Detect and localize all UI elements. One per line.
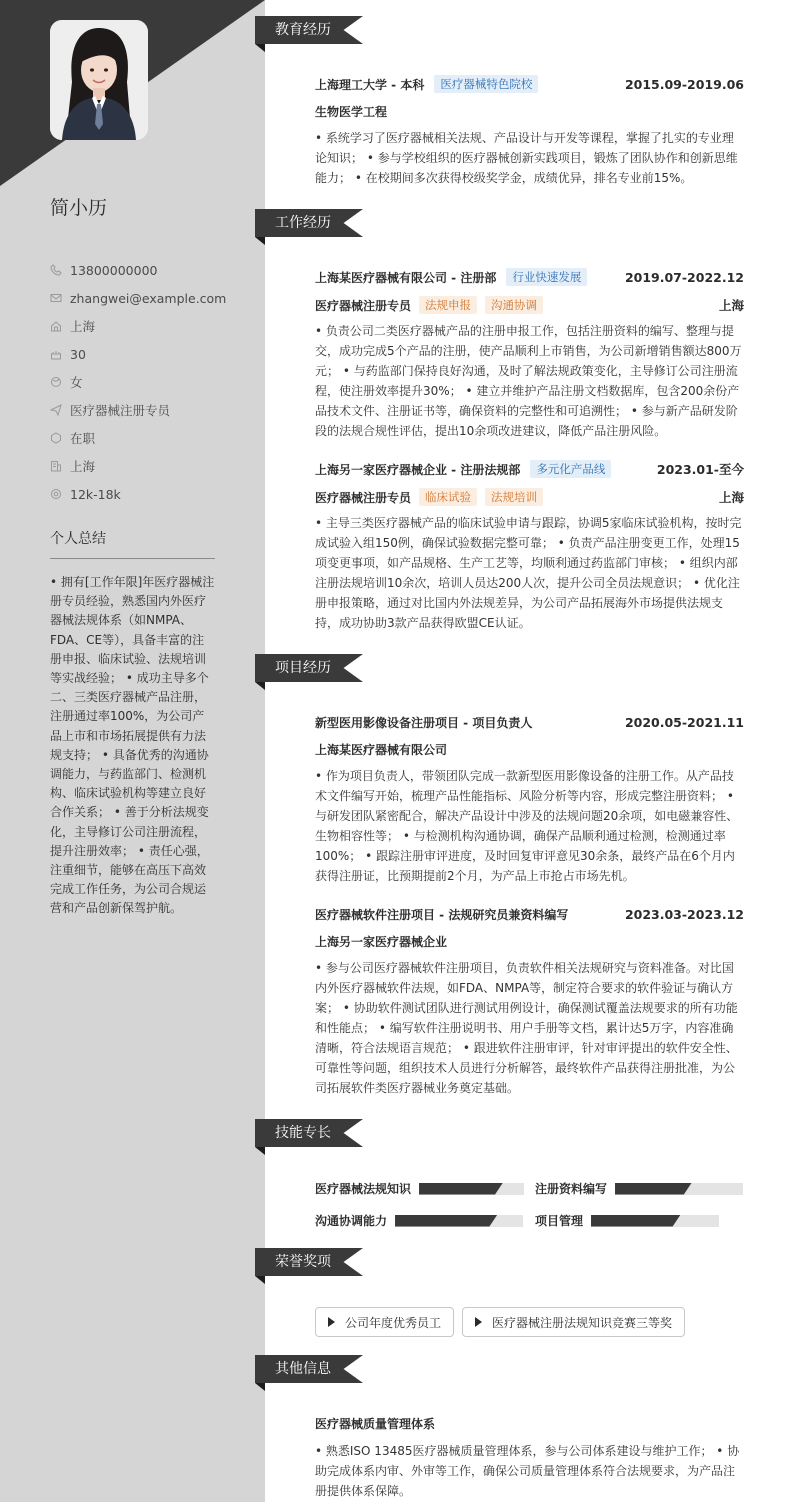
school-name: 上海理工大学 - 本科 (315, 77, 425, 92)
main-content (255, 0, 794, 1502)
skill-bar (591, 1215, 719, 1227)
avatar (50, 20, 148, 140)
skill-bar (615, 1183, 743, 1195)
work-period: 2023.01-至今 (656, 462, 744, 477)
project-org: 上海另一家医疗器械企业 (315, 935, 448, 949)
other-entry (315, 1413, 744, 1501)
gender-icon (50, 376, 62, 388)
project-desc: • 参与公司医疗器械软件注册项目，负责软件相关法规研究与资料准备。对比国内外医疗器械软件法规，如FDA、NMPA等，制定符合要求的软件验证与确认方案； • 协助软件测试团队进行测试用例设计，确保测试覆盖法规要求的所有功能和性能点； • 编写软件注册说明书、用户手册等文档，累计达5万字，内容准确清晰，符合法规语言规范； • 跟进软件注册审评，针对审评提出的软件安全性、可靠性等问题，组织技术人员进行分析解答，最终软件产品获得注册批准，为公司拓展软件类医疗器械业务奠定基础。 (315, 961, 738, 1095)
phone-icon (50, 264, 62, 276)
education-entry (315, 74, 744, 188)
candidate-name: 简小历 (50, 197, 108, 219)
job-title: 医疗器械注册专员 (315, 298, 412, 313)
work-entry (315, 459, 744, 633)
skill-item (315, 1180, 524, 1197)
education-desc: • 系统学习了医疗器械相关法规、产品设计与开发等课程，掌握了扎实的专业理论知识； • 参与学校组织的医疗器械创新实践项目，锻炼了团队协作和创新思维能力； • 在校期间多次获得校级奖学金，成绩优异，排名专业前15%。 (315, 131, 738, 185)
project-org: 上海某医疗器械有限公司 (315, 743, 448, 757)
info-position: 医疗器械注册专员 (50, 396, 230, 424)
work-entry (315, 267, 744, 441)
major: 生物医学工程 (315, 105, 388, 119)
skill-name: 医疗器械法规知识 (315, 1182, 412, 1196)
project-period: 2020.05-2021.11 (624, 714, 744, 730)
mail-icon (50, 292, 62, 304)
job-tag: 临床试验 (419, 488, 477, 506)
project-desc: • 作为项目负责人，带领团队完成一款新型医用影像设备的注册工作。从产品技术文件编写开始，梳理产品性能指标、风险分析等内容，形成完整注册资料； • 与研发团队紧密配合，解决产品设计中涉及的法规问题20余项，如电磁兼容性、生物相容性等； • 与检测机构沟通协调，确保产品顺利通过检测，检测通过率100%； • 跟踪注册审评进度，及时回复审评意见30余条，最终产品在6个月内获得注册证，比预期提前2个月，为产品上市抢占市场先机。 (315, 769, 739, 883)
info-salary: 12k-18k (50, 480, 230, 508)
other-desc: • 熟悉ISO 13485医疗器械质量管理体系，参与公司体系建设与维护工作； • 协助完成体系内审、外审等工作，确保公司质量管理体系符合法规要求，为产品注册提供体系保障。 (315, 1444, 740, 1498)
project-period: 2023.03-2023.12 (624, 906, 744, 922)
section-header-education: 教育经历 (255, 16, 365, 44)
skill-bar (419, 1183, 524, 1195)
skill-name: 注册资料编写 (535, 1182, 608, 1196)
company-name: 上海另一家医疗器械企业 - 注册法规部 (315, 462, 521, 477)
job-tag: 沟通协调 (485, 296, 543, 314)
work-city: 上海 (718, 298, 744, 313)
other-title: 医疗器械质量管理体系 (315, 1416, 436, 1431)
section-header-other: 其他信息 (255, 1355, 365, 1383)
section-header-work: 工作经历 (255, 209, 365, 237)
send-icon (50, 404, 62, 416)
info-location: 上海 (50, 312, 230, 340)
project-entry (315, 712, 744, 886)
skill-item (535, 1180, 743, 1197)
play-icon (328, 1317, 335, 1327)
info-age: 30 (50, 340, 230, 368)
honors-list (315, 1307, 685, 1337)
info-gender: 女 (50, 368, 230, 396)
salary-icon (50, 488, 62, 500)
skill-bar (395, 1215, 523, 1227)
school-badge: 医疗器械特色院校 (434, 75, 538, 93)
project-title: 医疗器械软件注册项目 - 法规研究员兼资料编写 (315, 907, 569, 922)
company-name: 上海某医疗器械有限公司 - 注册部 (315, 270, 497, 285)
info-email: zhangwei@example.com (50, 284, 230, 312)
section-header-honors: 荣誉奖项 (255, 1248, 365, 1276)
company-badge: 行业快速发展 (506, 268, 587, 286)
job-tag: 法规申报 (419, 296, 477, 314)
skill-name: 项目管理 (535, 1214, 584, 1228)
skill-name: 沟通协调能力 (315, 1214, 388, 1228)
company-badge: 多元化产品线 (530, 460, 611, 478)
education-period: 2015.09-2019.06 (624, 76, 744, 92)
building-icon (50, 460, 62, 472)
age-icon (50, 348, 62, 360)
contact-info-list (50, 256, 230, 508)
summary-title: 个人总结 (50, 528, 215, 559)
honor-item: 医疗器械注册法规知识竞赛三等奖 (462, 1307, 685, 1337)
project-title: 新型医用影像设备注册项目 - 项目负责人 (315, 715, 533, 730)
skill-item (315, 1212, 523, 1229)
sidebar (0, 0, 265, 1502)
honor-item: 公司年度优秀员工 (315, 1307, 454, 1337)
play-icon (475, 1317, 482, 1327)
home-icon (50, 320, 62, 332)
job-title: 医疗器械注册专员 (315, 490, 412, 505)
section-header-projects: 项目经历 (255, 654, 365, 682)
info-status: 在职 (50, 424, 230, 452)
summary-text: • 拥有[工作年限]年医疗器械注册专员经验，熟悉国内外医疗器械法规体系（如NMPA、FDA、CE等），具备丰富的注册申报、临床试验、法规培训等实战经验； • 成功主导多个二、三类医疗器械产品注册，注册通过率100%，为公司产品上市和市场拓展提供有力法规支持； • 具备优秀的沟通协调能力，与药监部门、检测机构、临床试验机构等建立良好合作关系； • 善于分析法规变化，主导修订公司注册流程，提升注册效率； • 责任心强，注重细节，能够在高压下高效完成工作任务，为公司合规运营和产品创新保驾护航。 (50, 575, 215, 916)
work-desc: • 主导三类医疗器械产品的临床试验申请与跟踪，协调5家临床试验机构，按时完成试验入组150例，确保试验数据完整可靠； • 负责产品注册变更工作，处理15项变更事项，如产品规格、生产工艺等，均顺利通过药监部门审核； • 组织内部注册法规培训10余次，培训人员达200人次，提升公司全员法规意识； • 优化注册申报策略，通过对比国内外法规差异，为公司产品拓展海外市场提供法规支持，成功协助3款产品获得欧盟CE认证。 (315, 516, 742, 630)
job-tag: 法规培训 (485, 488, 543, 506)
info-work-city: 上海 (50, 452, 230, 480)
status-icon (50, 432, 62, 444)
work-desc: • 负责公司二类医疗器械产品的注册申报工作，包括注册资料的编写、整理与提交，成功完成5个产品的注册，使产品顺利上市销售，为公司新增销售额达800万元； • 与药监部门保持良好沟通，及时了解法规政策变化，主导修订公司注册流程，使注册效率提升30%； • 建立并维护产品注册文档数据库，包含200余份产品技术文件、注册证书等，确保资料的完整性和可追溯性； • 参与新产品研发阶段的法规合规性评估，提出10余项改进建议，降低产品注册风险。 (315, 324, 742, 438)
info-phone: 13800000000 (50, 256, 230, 284)
work-period: 2019.07-2022.12 (624, 269, 744, 285)
section-header-skills: 技能专长 (255, 1119, 365, 1147)
project-entry (315, 904, 744, 1098)
skill-item (535, 1212, 719, 1229)
work-city: 上海 (718, 490, 744, 505)
